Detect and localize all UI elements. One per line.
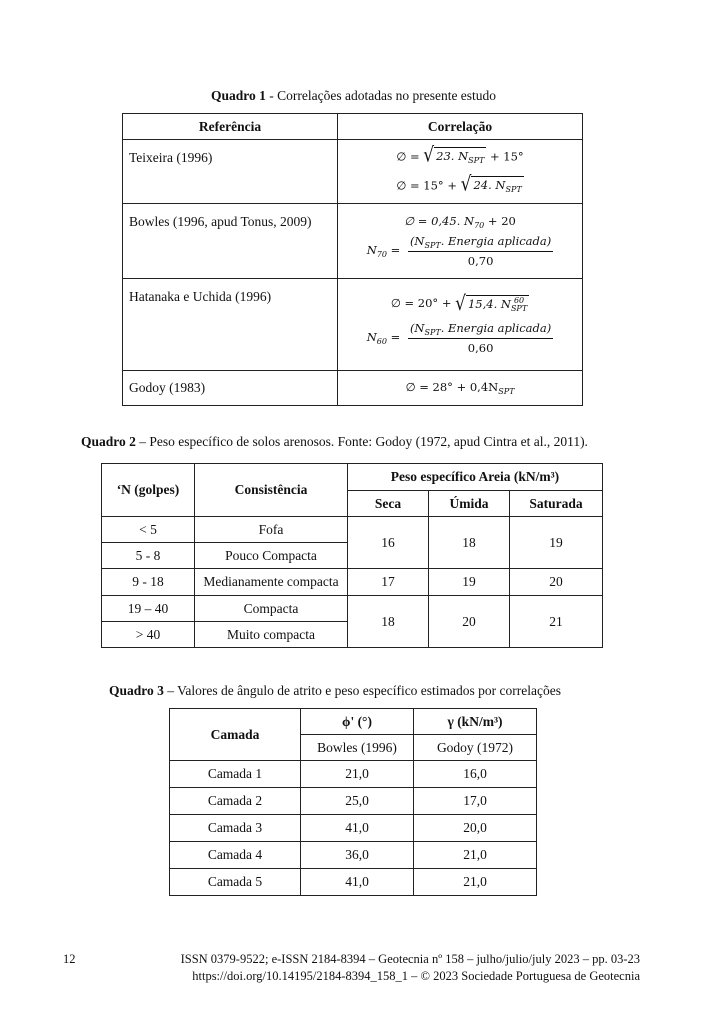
quadro-3-caption	[109, 683, 561, 699]
formula-bowles-1: ∅ = 0,45. $N_{70} + 20$	[404, 214, 516, 230]
table-row	[102, 517, 603, 543]
q2-n-cell: 9 - 18	[102, 569, 195, 596]
q3-header-godoy: Godoy (1972)	[414, 735, 537, 761]
formula-teixeira-1: ∅ = √ 23. $N_{SPT}$ + 15°	[396, 143, 524, 168]
q2-header-saturada: Saturada	[510, 491, 603, 517]
q3-phi-cell: 41,0	[301, 869, 414, 896]
q2-header-umida: Úmida	[429, 491, 510, 517]
q3-camada-cell: Camada 4	[170, 842, 301, 869]
quadro-2-caption	[81, 434, 588, 450]
quadro-3-table	[169, 708, 537, 896]
table-row	[170, 842, 537, 869]
table-row	[170, 761, 537, 788]
quadro-2-table	[101, 463, 603, 648]
q2-seca-cell: 18	[348, 596, 429, 648]
q2-header-n: ‘N (golpes)	[102, 464, 195, 517]
q2-header-consistencia: Consistência	[195, 464, 348, 517]
table-row	[102, 596, 603, 622]
quadro-1-label: Quadro 1	[211, 88, 266, 103]
quadro-3-label: Quadro 3	[109, 683, 164, 698]
table-row	[170, 815, 537, 842]
q3-gamma-cell: 21,0	[414, 842, 537, 869]
q2-n-cell: 5 - 8	[102, 543, 195, 569]
q3-header-bowles: Bowles (1996)	[301, 735, 414, 761]
q3-header-phi: ϕ' (°)	[301, 709, 414, 735]
q2-cons-cell: Muito compacta	[195, 622, 348, 648]
q2-seca-cell: 16	[348, 517, 429, 569]
footer-issn-line: ISSN 0379-9522; e-ISSN 2184-8394 – Geotecnia nº 158 – julho/julio/july 2023 – pp. 03-23	[180, 952, 640, 966]
table-row	[170, 788, 537, 815]
formula-teixeira-2: ∅ = 15° + √ 24. $N_{SPT}$	[396, 172, 522, 197]
q1-row-godoy	[123, 371, 583, 406]
q2-umida-cell: 18	[429, 517, 510, 569]
q2-saturada-cell: 21	[510, 596, 603, 648]
q2-umida-cell: 20	[429, 596, 510, 648]
q3-phi-cell: 36,0	[301, 842, 414, 869]
q1-ref-cell: Bowles (1996, apud Tonus, 2009)	[123, 204, 338, 279]
q1-ref-cell: Godoy (1983)	[123, 371, 338, 406]
quadro-1-table	[122, 113, 583, 406]
q2-saturada-cell: 19	[510, 517, 603, 569]
q2-cons-cell: Pouco Compacta	[195, 543, 348, 569]
formula-hatanaka-1: ∅ = 20° + √ 15,4. N 60 SPT	[390, 291, 528, 316]
q2-n-cell: < 5	[102, 517, 195, 543]
q1-row-bowles	[123, 204, 583, 279]
q3-phi-cell: 25,0	[301, 788, 414, 815]
formula-godoy: ∅ = $28^\circ + 0,4N_{SPT}$	[405, 380, 515, 396]
q1-row-teixeira	[123, 140, 583, 204]
q3-gamma-cell: 16,0	[414, 761, 537, 788]
table-row	[170, 869, 537, 896]
quadro-2-title: – Peso específico de solos arenosos. Fonte: Godoy (1972, apud Cintra et al., 2011).	[135, 434, 588, 449]
q2-n-cell: 19 – 40	[102, 596, 195, 622]
formula-bowles-2: $N_{70}$ = $\frac{(N_{SPT}. Energia aplicada)}{0,70}$	[366, 234, 552, 268]
page-number: 12	[63, 952, 76, 966]
q1-ref-cell: Teixeira (1996)	[123, 140, 338, 204]
q3-camada-cell: Camada 1	[170, 761, 301, 788]
q3-header-camada: Camada	[170, 709, 301, 761]
quadro-3-title: – Valores de ângulo de atrito e peso específico estimados por correlações	[163, 683, 562, 698]
footer-doi-line: https://doi.org/10.14195/2184-8394_158_1 – © 2023 Sociedade Portuguesa de Geotecnia	[192, 969, 640, 983]
q1-ref-cell: Hatanaka e Uchida (1996)	[123, 279, 338, 371]
q2-header-peso: Peso específico Areia (kN/m³)	[348, 464, 603, 491]
q2-cons-cell: Medianamente compacta	[195, 569, 348, 596]
formula-hatanaka-2: $N_{60}$ = $\frac{(N_{SPT}. Energia aplicada)}{0,60}$	[366, 320, 552, 355]
quadro-1-caption	[211, 88, 496, 104]
q1-header-ref: Referência	[123, 114, 338, 140]
q3-gamma-cell: 20,0	[414, 815, 537, 842]
q2-cons-cell: Fofa	[195, 517, 348, 543]
q3-phi-cell: 41,0	[301, 815, 414, 842]
q2-umida-cell: 19	[429, 569, 510, 596]
q1-row-hatanaka	[123, 279, 583, 371]
q2-header-seca: Seca	[348, 491, 429, 517]
q3-camada-cell: Camada 5	[170, 869, 301, 896]
q3-phi-cell: 21,0	[301, 761, 414, 788]
q2-n-cell: > 40	[102, 622, 195, 648]
quadro-2-label: Quadro 2	[81, 434, 136, 449]
q3-header-gamma: γ (kN/m³)	[414, 709, 537, 735]
q1-header-corr: Correlação	[338, 114, 583, 140]
quadro-1-title: - Correlações adotadas no presente estudo	[265, 88, 497, 103]
table-row	[102, 569, 603, 596]
q2-cons-cell: Compacta	[195, 596, 348, 622]
q3-gamma-cell: 17,0	[414, 788, 537, 815]
q3-camada-cell: Camada 3	[170, 815, 301, 842]
q2-seca-cell: 17	[348, 569, 429, 596]
q2-saturada-cell: 20	[510, 569, 603, 596]
q3-gamma-cell: 21,0	[414, 869, 537, 896]
q3-camada-cell: Camada 2	[170, 788, 301, 815]
